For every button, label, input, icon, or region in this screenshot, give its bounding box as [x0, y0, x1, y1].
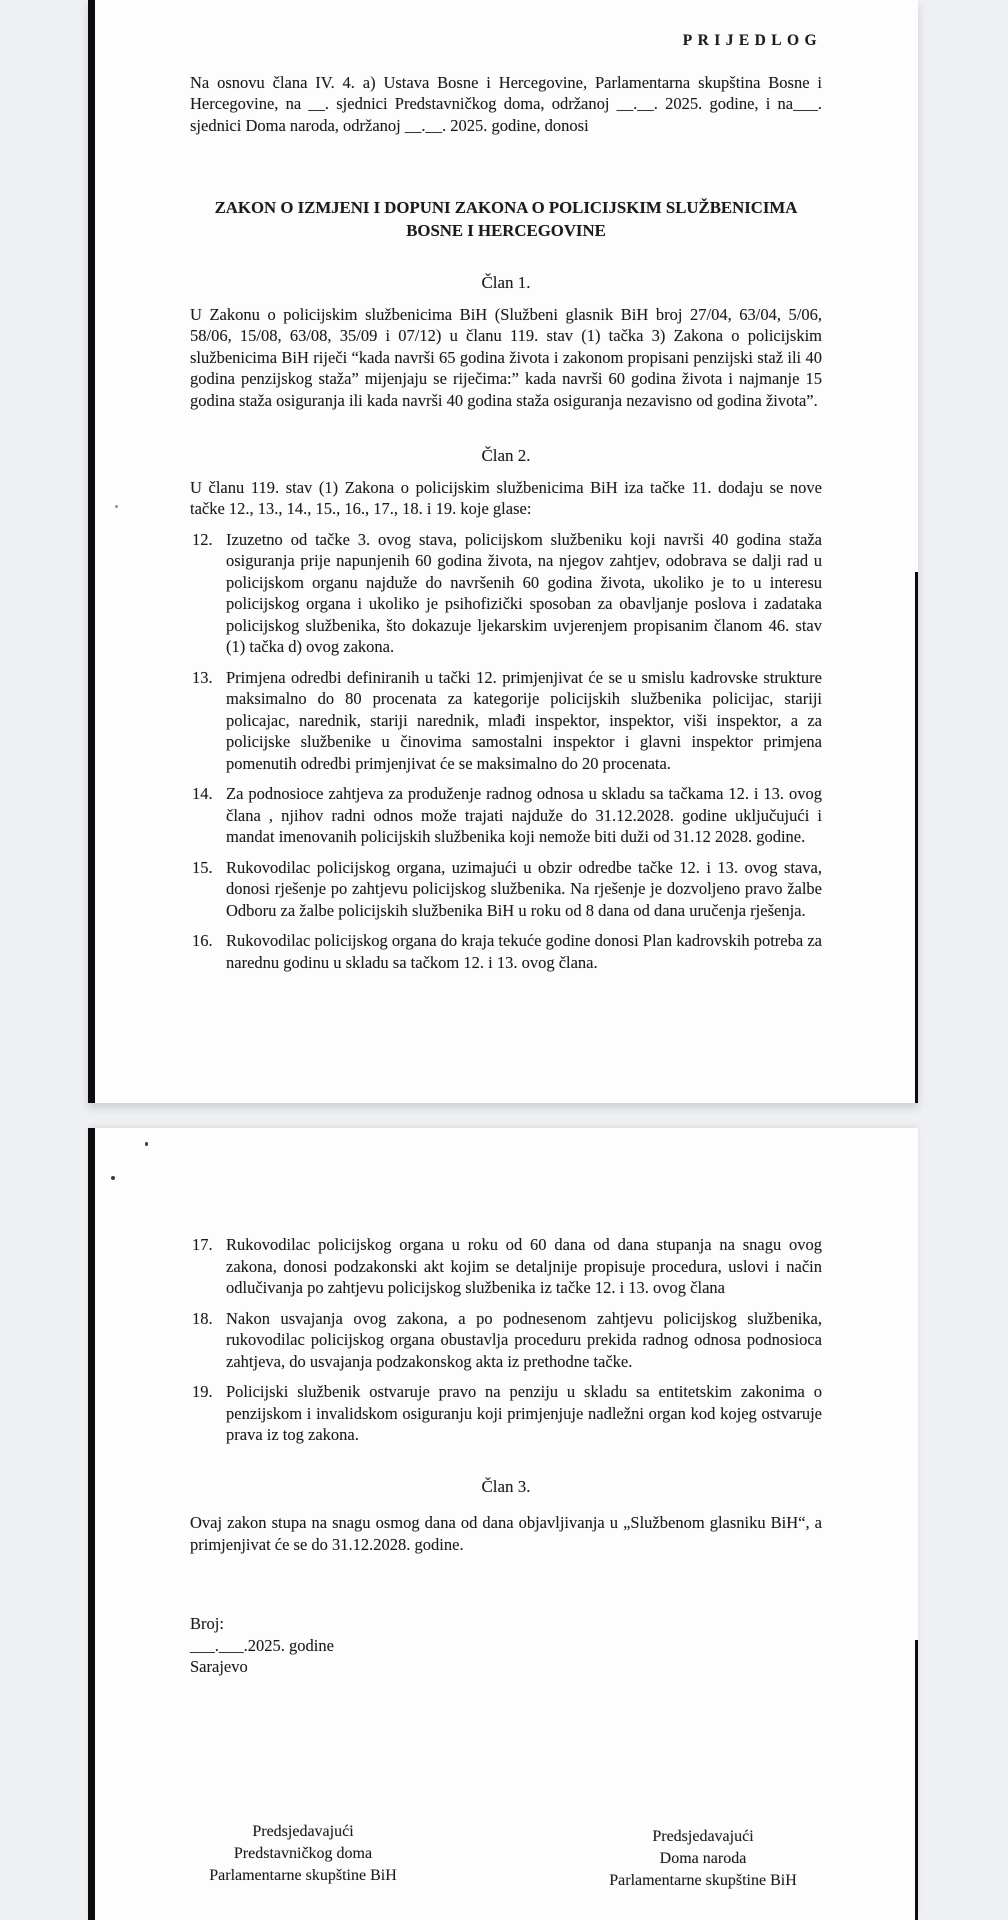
scan-artifact-speck: [111, 1176, 115, 1180]
scan-artifact-speck: [145, 1142, 148, 1146]
law-title-line-2: BOSNE I HERCEGOVINE: [406, 221, 606, 240]
item-number: 18.: [192, 1308, 213, 1328]
signature-institution: Parlamentarne skupštine BiH: [209, 1867, 397, 1884]
article-1-body: U Zakonu o policijskim službenicima BiH (Službeni glasnik BiH broj 27/04, 63/04, 5/06, 58/06, 15/08, 63/08, 35/09 i 07/12) u članu 119. stav (1) tačka 3) Zakona o policijskim službenicima BiH riječi “kada navrši 65 godina života i zakonom propisani penzijski staž ili 40 godina penzijskog staža” mijenjaju se riječima:” kada navrši 60 godina života i najmanje 15 godina staža osiguranja ili kada navrši 40 godina staža osiguranja nezavisno od godina života”.: [190, 304, 822, 410]
item-number: 12.: [192, 529, 213, 549]
item-text: Policijski službenik ostvaruje pravo na penziju u skladu sa entitetskim zakonima o penzijskom i invalidskom osiguranju koji primjenjuje nadležni organ kod kojeg ostvaruje prava iz tog zakona.: [226, 1382, 822, 1444]
signature-institution: Parlamentarne skupštine BiH: [609, 1872, 797, 1889]
list-item-14: [190, 783, 822, 848]
document-page-1: [88, 0, 918, 1103]
reference-number-label: Broj:: [190, 1614, 224, 1633]
item-text: Rukovodilac policijskog organa do kraja tekuće godine donosi Plan kadrovskih potreba za narednu godinu u skladu sa tačkom 12. i 13. ovog člana.: [226, 931, 822, 972]
reference-city: Sarajevo: [190, 1657, 248, 1676]
signature-role: Predsjedavajući: [252, 1823, 354, 1840]
list-item-17: [190, 1234, 822, 1299]
document-page-2: [88, 1128, 918, 1920]
item-number: 17.: [192, 1235, 213, 1254]
page-2-content: [95, 1234, 918, 1678]
item-text: Rukovodilac policijskog organa u roku od 60 dana od dana stupanja na snagu ovog zakona, donosi podzakonski akt kojim se detaljnije propisuje procedura, uslovi i način odlučivanja po zahtjevu policijskog službenika iz tačke 12. i 13. ovog člana: [226, 1235, 822, 1297]
list-item-13: [190, 667, 822, 775]
article-2-body: U članu 119. stav (1) Zakona o policijskim službenicima BiH iza tačke 11. dodaju se nove tačke 12., 13., 14., 15., 16., 17., 18. i 19. koje glase:: [190, 477, 822, 518]
signature-chamber: Predstavničkog doma: [233, 1845, 373, 1862]
item-text: Za podnosioce zahtjeva za produženje radnog odnosa u skladu sa tačkama 12. i 13. ovog člana , njihov radni odnos može trajati najduže do 31.12.2028. godine uključujući i mandat imenovanih policijskih službenika koji nemože biti duži od 31.12 2028. godine.: [226, 784, 822, 846]
list-item-12: [190, 529, 822, 658]
numbered-list: [190, 529, 822, 974]
document-tag: PRIJEDLOG: [682, 32, 822, 49]
signature-block-house-of-representatives: [173, 1821, 433, 1887]
numbered-list: [190, 1234, 822, 1446]
item-text: Primjena odredbi definiranih u tački 12. primjenjivat će se u smislu kadrovske strukture maksimalno do 80 procenata za kategorije policijskih službenika policijac, stariji policajac, narednik, stariji narednik, mlađi inspektor, inspektor, viši inspektor, a za policijske službenike u činovima samostalni inspektor i glavni inspektor primjena pomenutih odredbi primjenjivat će se maksimalno do 20 procenata.: [226, 667, 822, 773]
item-number: 16.: [192, 931, 213, 950]
article-3-heading: Član 3.: [481, 1476, 531, 1496]
law-title-line-1: ZAKON O IZMJENI I DOPUNI ZAKONA O POLICIJSKIM SLUŽBENICIMA: [214, 198, 798, 217]
signature-chamber: Doma naroda: [659, 1850, 747, 1867]
item-text: Izuzetno od tačke 3. ovog stava, policijskom službeniku koji navrši 40 godina staža osiguranja prije napunjenih 60 godina života, na njegov zahtjev, odobrava se dalji rad u policijskom organu najduže do navršenih 60 godina života, ukoliko je to u interesu policijskog organa i ukoliko je psihofizički sposoban za obavljanje poslova i zadataka policijskog službenika, što dokazuje ljekarskim uvjerenjem propisanim članom 46. stav (1) tačka d) ovog zakona.: [226, 529, 822, 656]
preamble-paragraph: Na osnovu člana IV. 4. a) Ustava Bosne i Hercegovine, Parlamentarna skupština Bosne i Hercegovine, na __. sjednici Predstavničkog doma, održanoj __.__. 2025. godine, i na___. sjednici Doma naroda, održanoj __.__. 2025. godine, donosi: [190, 72, 822, 135]
item-number: 15.: [192, 857, 213, 877]
list-item-16: [190, 930, 822, 973]
article-3-body: Ovaj zakon stupa na snagu osmog dana od dana objavljivanja u „Službenom glasniku BiH“, a primjenjivat će se do 31.12.2028. godine.: [190, 1513, 822, 1554]
reference-date-line: ___.___.2025. godine: [190, 1635, 334, 1655]
law-title: [190, 196, 822, 242]
article-1-heading: Član 1.: [481, 273, 531, 292]
item-text: Rukovodilac policijskog organa, uzimajući u obzir odredbe tačke 12. i 13. ovog stava, donosi rješenje po zahtjevu policijskog službenika. Na rješenje je dozvoljeno pravo žalbe Odboru za žalbe policijskih službenika BiH u roku od 8 dana od dana uručenja rješenja.: [226, 857, 822, 920]
signature-role: Predsjedavajući: [652, 1828, 754, 1845]
scan-edge-line: [915, 1640, 918, 1920]
item-number: 14.: [192, 784, 213, 803]
item-text: Nakon usvajanja ovog zakona, a po podnesenom zahtjevu policijskog službenika, rukovodilac policijskog organa obustavlja proceduru prekida radnog odnosa podnosioca zahtjeva, do usvajanja podzakonskog akta iz prethodne tačke.: [226, 1308, 822, 1371]
reference-block: [190, 1613, 822, 1678]
list-item-18: [190, 1308, 822, 1373]
item-number: 19.: [192, 1382, 213, 1401]
list-item-19: [190, 1381, 822, 1446]
page-1-content: [95, 30, 918, 973]
list-item-15: [190, 857, 822, 922]
article-2-heading: Član 2.: [481, 446, 531, 465]
signature-block-house-of-peoples: [573, 1826, 833, 1892]
item-number: 13.: [192, 667, 213, 687]
